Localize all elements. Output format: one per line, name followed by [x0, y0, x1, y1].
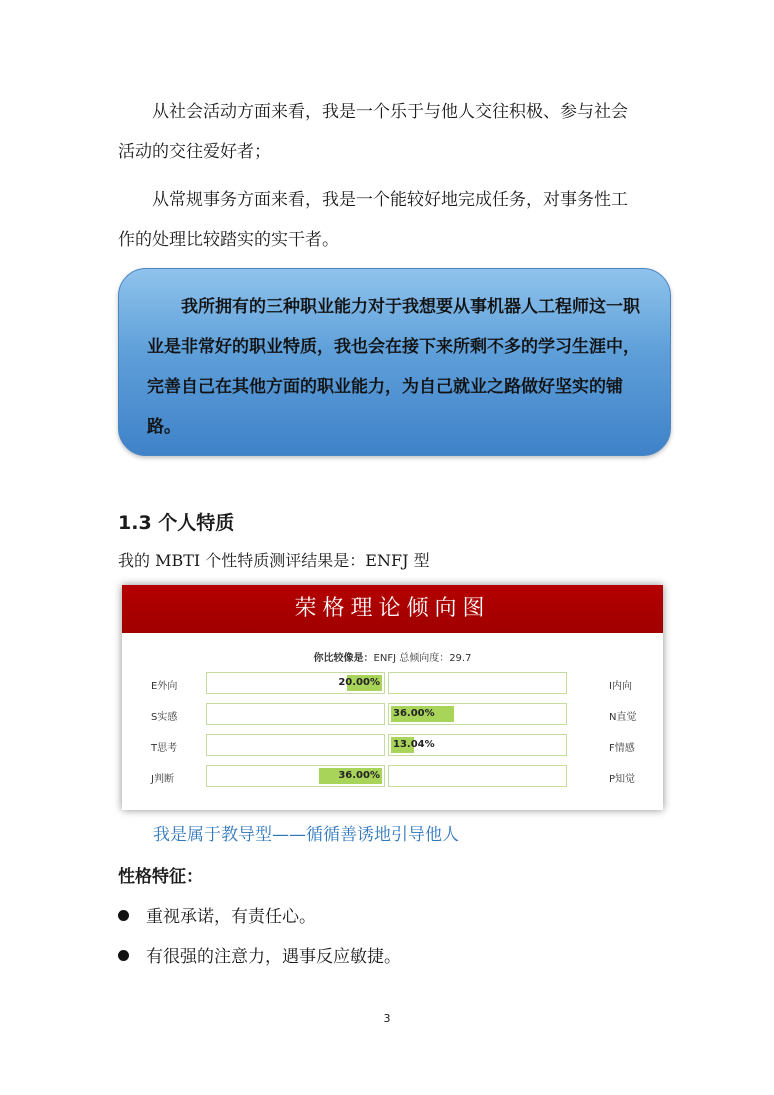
bar-cell-right: [388, 703, 567, 725]
axis-label-left: J判断: [151, 774, 174, 785]
bar-cell-right: [388, 765, 567, 787]
axis-label-right: F情感: [609, 743, 635, 754]
axis-label-right: P知觉: [609, 774, 636, 785]
chart-subtitle: [122, 649, 663, 664]
bullet-icon: [118, 910, 129, 921]
mbti-result: 我的 MBTI 个性特质测评结果是：ENFJ 型: [118, 551, 430, 570]
bar-cell-left: [206, 765, 385, 787]
type-title: 我是属于教导型——循循善诱地引导他人: [153, 825, 459, 845]
traits-heading: 性格特征：: [118, 867, 203, 887]
callout-text: 我所拥有的三种职业能力对于我想要从事机器人工程师这一职业是非常好的职业特质，我也会在接下来所剩不多的学习生涯中，完善自己在其他方面的职业能力，为自己就业之路做好坚实的铺路。: [147, 297, 640, 437]
chart-subtitle-label: 你比较像是：: [313, 653, 374, 664]
axis-label-right: N直觉: [609, 712, 637, 723]
axis-label-left: E外向: [151, 681, 178, 692]
axis-label-left: T思考: [151, 743, 178, 754]
bar-cell-left: [206, 672, 385, 694]
bar-cell-left: [206, 703, 385, 725]
bar-cell-left: [206, 734, 385, 756]
trait-text: 有很强的注意力，遇事反应敏捷。: [146, 947, 401, 967]
trait-text: 重视承诺，有责任心。: [146, 907, 316, 927]
trait-item: [118, 942, 401, 967]
callout-box: [118, 268, 671, 456]
bar-value-label: 13.04%: [393, 739, 435, 750]
paragraph-routine: 从常规事务方面来看，我是一个能较好地完成任务，对事务性工作的处理比较踏实的实干者。: [118, 190, 628, 250]
axis-label-right: I内向: [609, 681, 632, 692]
bar-cell-right: [388, 734, 567, 756]
page-number: 3: [383, 1012, 391, 1025]
bullet-icon: [118, 950, 129, 961]
bar-value-label: 36.00%: [338, 770, 380, 781]
chart-title: 荣格理论倾向图: [122, 585, 663, 633]
chart-subtitle-value: ENFJ 总倾向度：29.7: [373, 653, 472, 664]
bar-cell-right: [388, 672, 567, 694]
section-heading: 1.3 个人特质: [118, 512, 235, 534]
trait-item: [118, 902, 316, 927]
jung-chart: [122, 585, 663, 810]
paragraph-social: 从社会活动方面来看，我是一个乐于与他人交往积极、参与社会活动的交往爱好者；: [118, 102, 628, 162]
bar-value-label: 36.00%: [393, 708, 435, 719]
bar-value-label: 20.00%: [338, 677, 380, 688]
axis-label-left: S实感: [151, 712, 178, 723]
